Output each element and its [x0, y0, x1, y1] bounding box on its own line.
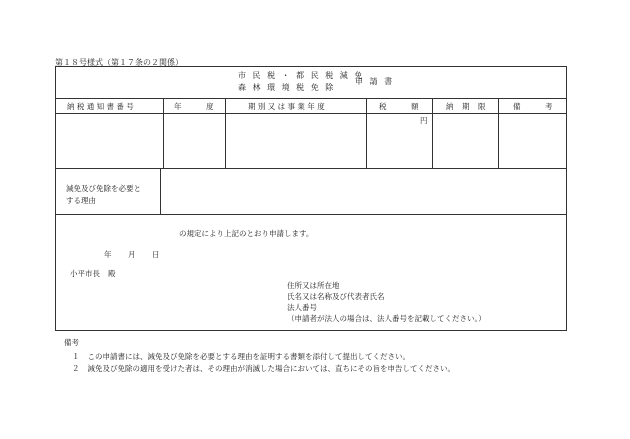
rule-data-bottom: [55, 168, 567, 169]
col-divider-5: [498, 98, 499, 168]
addressee-suffix: 殿: [108, 269, 116, 278]
date-month: 月: [128, 250, 136, 259]
note-1-number: １: [72, 352, 80, 361]
reason-label-line-1: 減免及び免除を必要と: [66, 184, 141, 193]
note-1-text: この申請書には、減免及び免除を必要とする理由を証明する書類を添付して提出してください。: [87, 352, 410, 361]
reason-label-line-2: する理由: [66, 196, 96, 205]
note-2: [72, 363, 455, 374]
header-remarks-1: 備: [513, 102, 521, 111]
header-tax-1: 税: [379, 102, 387, 111]
header-notice-number: 納 税 通 知 書 番 号: [67, 102, 134, 111]
reason-divider: [160, 168, 161, 214]
header-deadline-1: 納: [446, 102, 454, 111]
col-divider-3: [366, 98, 367, 168]
applicant-note: （申請者が法人の場合は、法人番号を記載してください。）: [287, 314, 486, 323]
rule-reason-bottom: [55, 214, 567, 215]
title-line-1: 市 民 税 ・ 都 民 税 減 免: [238, 71, 365, 80]
applicant-corp-number-label: 法人番号: [287, 303, 317, 312]
title-line-2: 森 林 環 境 税 免 除: [238, 83, 336, 92]
date-year: 年: [104, 250, 112, 259]
note-1: [72, 351, 410, 362]
title-suffix: 申 請 書: [355, 77, 395, 86]
col-divider-2: [225, 98, 226, 168]
header-remarks-2: 考: [545, 102, 553, 111]
date-day: 日: [152, 250, 160, 259]
rule-title-bottom: [55, 98, 567, 99]
applicant-name-label: 氏名又は名称及び代表者氏名: [287, 292, 385, 301]
header-deadline-3: 限: [478, 102, 486, 111]
addressee-name: 小平市長: [70, 269, 100, 278]
header-tax-2: 額: [411, 102, 419, 111]
rule-header-bottom: [55, 113, 567, 114]
header-year-2: 度: [206, 102, 214, 111]
addressee: [70, 268, 116, 279]
form-number: 第１８号様式（第１７条の２関係）: [55, 58, 183, 67]
col-divider-1: [163, 98, 164, 168]
notes-heading: 備考: [64, 338, 79, 347]
declaration-text: の規定により上記のとおり申請します。: [179, 229, 314, 238]
yen-unit: 円: [420, 116, 428, 125]
note-2-number: ２: [72, 364, 80, 373]
header-year-1: 年: [174, 102, 182, 111]
header-deadline-2: 期: [462, 102, 470, 111]
header-period: 期 別 又 は 事 業 年 度: [248, 102, 325, 111]
note-2-text: 減免及び免除の適用を受けた者は、その理由が消滅した場合においては、直ちにその旨を申告してください。: [87, 364, 455, 373]
col-divider-4: [432, 98, 433, 168]
applicant-address-label: 住所又は所在地: [287, 281, 340, 290]
